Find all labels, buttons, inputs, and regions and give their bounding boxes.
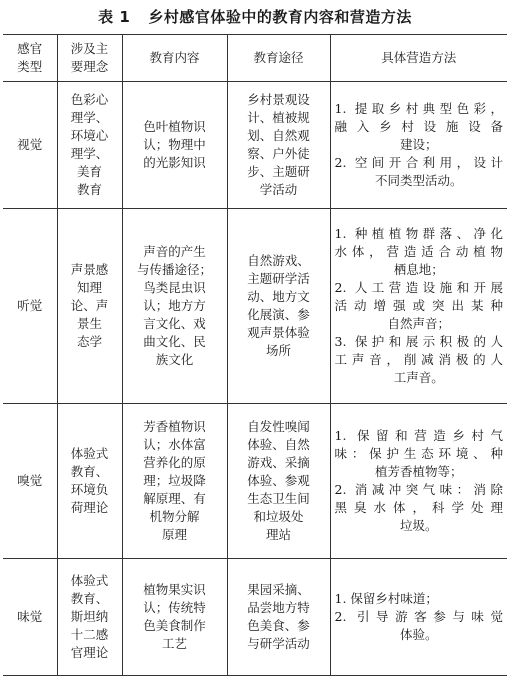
table-caption: 乡村感官体验中的教育内容和营造方法: [148, 8, 412, 26]
main-concepts-cell: 声景感 知理 论、声 景生 态学: [57, 209, 122, 404]
education-content-cell: 植物果实识 认；传统特 色美食制作 工艺: [122, 559, 227, 676]
header-education-content: 教育内容: [122, 35, 227, 82]
method-item-line: 不同类型活动。: [374, 173, 463, 188]
header-row: [3, 35, 507, 82]
method-item-line: 3. 保护和展示积极的人: [334, 334, 503, 349]
table-row: [3, 559, 507, 676]
table-title: [0, 6, 510, 28]
sense-type-cell: 视觉: [3, 82, 57, 209]
method-item-line: 植芳香植物等；: [374, 464, 463, 479]
table-row: [3, 404, 507, 559]
method-item-line: 建设；: [399, 137, 438, 152]
method-item-line: 1. 保留乡村味道；: [334, 591, 438, 606]
sensory-education-table: [3, 34, 507, 676]
method-item-line: 2. 引导游客参与味觉: [334, 609, 503, 624]
education-path-cell: 自然游戏、 主题研学活 动、地方文 化展演、参 观声景体验 场所: [227, 209, 330, 404]
education-path-cell: 自发性嗅闻 体验、自然 游戏、采摘 体验、参观 生态卫生间 和垃圾处 理站: [227, 404, 330, 559]
method-item-line: 1. 提取乡村典型色彩，: [334, 101, 503, 116]
method-item-line: 1. 保留和营造乡村气: [334, 428, 503, 443]
header-construction-method: 具体营造方法: [330, 35, 507, 82]
method-item-line: 融入乡村设施设备: [334, 119, 503, 134]
main-concepts-cell: 色彩心 理学、 环境心 理学、 美育 教育: [57, 82, 122, 209]
method-item-line: 水体，营造适合动植物: [334, 244, 503, 259]
method-item-line: 味：保护生态环境、种: [334, 446, 503, 461]
method-item-line: 1. 种植植物群落、净化: [334, 226, 503, 241]
construction-method-cell: [330, 559, 507, 676]
main-concepts-cell: 体验式 教育、 环境负 荷理论: [57, 404, 122, 559]
method-item-line: 垃圾。: [399, 518, 438, 533]
education-content-cell: 芳香植物识 认；水体富 营养化的原 理；垃圾降 解原理、有 机物分解 原理: [122, 404, 227, 559]
header-sense-type: 感官 类型: [3, 35, 57, 82]
education-content-cell: 声音的产生 与传播途径； 鸟类昆虫识 认；地方方 言文化、戏 曲文化、民 族文化: [122, 209, 227, 404]
main-concepts-cell: 体验式 教育、 斯坦纳 十二感 官理论: [57, 559, 122, 676]
method-item-line: 2. 人工营造设施和开展: [334, 280, 503, 295]
education-content-cell: 色叶植物识 认；物理中 的光影知识: [122, 82, 227, 209]
sense-type-cell: 味觉: [3, 559, 57, 676]
method-item-line: 活动增强或突出某种: [334, 298, 503, 313]
sense-type-cell: 嗅觉: [3, 404, 57, 559]
method-item-line: 2. 空间开合利用，设计: [334, 155, 503, 170]
method-item-line: 栖息地；: [393, 262, 444, 277]
method-item-line: 黑臭水体，科学处理: [334, 500, 503, 515]
method-item-line: 工声音，削减消极的人: [334, 352, 503, 367]
method-item-line: 体验。: [399, 627, 438, 642]
construction-method-cell: [330, 209, 507, 404]
method-item-line: 自然声音；: [387, 316, 450, 331]
construction-method-cell: [330, 404, 507, 559]
education-path-cell: 乡村景观设 计、植被规 划、自然观 察、户外徒 步、主题研 学活动: [227, 82, 330, 209]
table-number: 表 1: [98, 8, 131, 26]
sense-type-cell: 听觉: [3, 209, 57, 404]
construction-method-cell: [330, 82, 507, 209]
table-row: [3, 209, 507, 404]
table-row: [3, 82, 507, 209]
header-education-path: 教育途径: [227, 35, 330, 82]
method-item-line: 2. 消减冲突气味：消除: [334, 482, 503, 497]
header-main-concepts: 涉及主 要理念: [57, 35, 122, 82]
method-item-line: 工声音。: [393, 370, 444, 385]
education-path-cell: 果园采摘、 品尝地方特 色美食、参 与研学活动: [227, 559, 330, 676]
